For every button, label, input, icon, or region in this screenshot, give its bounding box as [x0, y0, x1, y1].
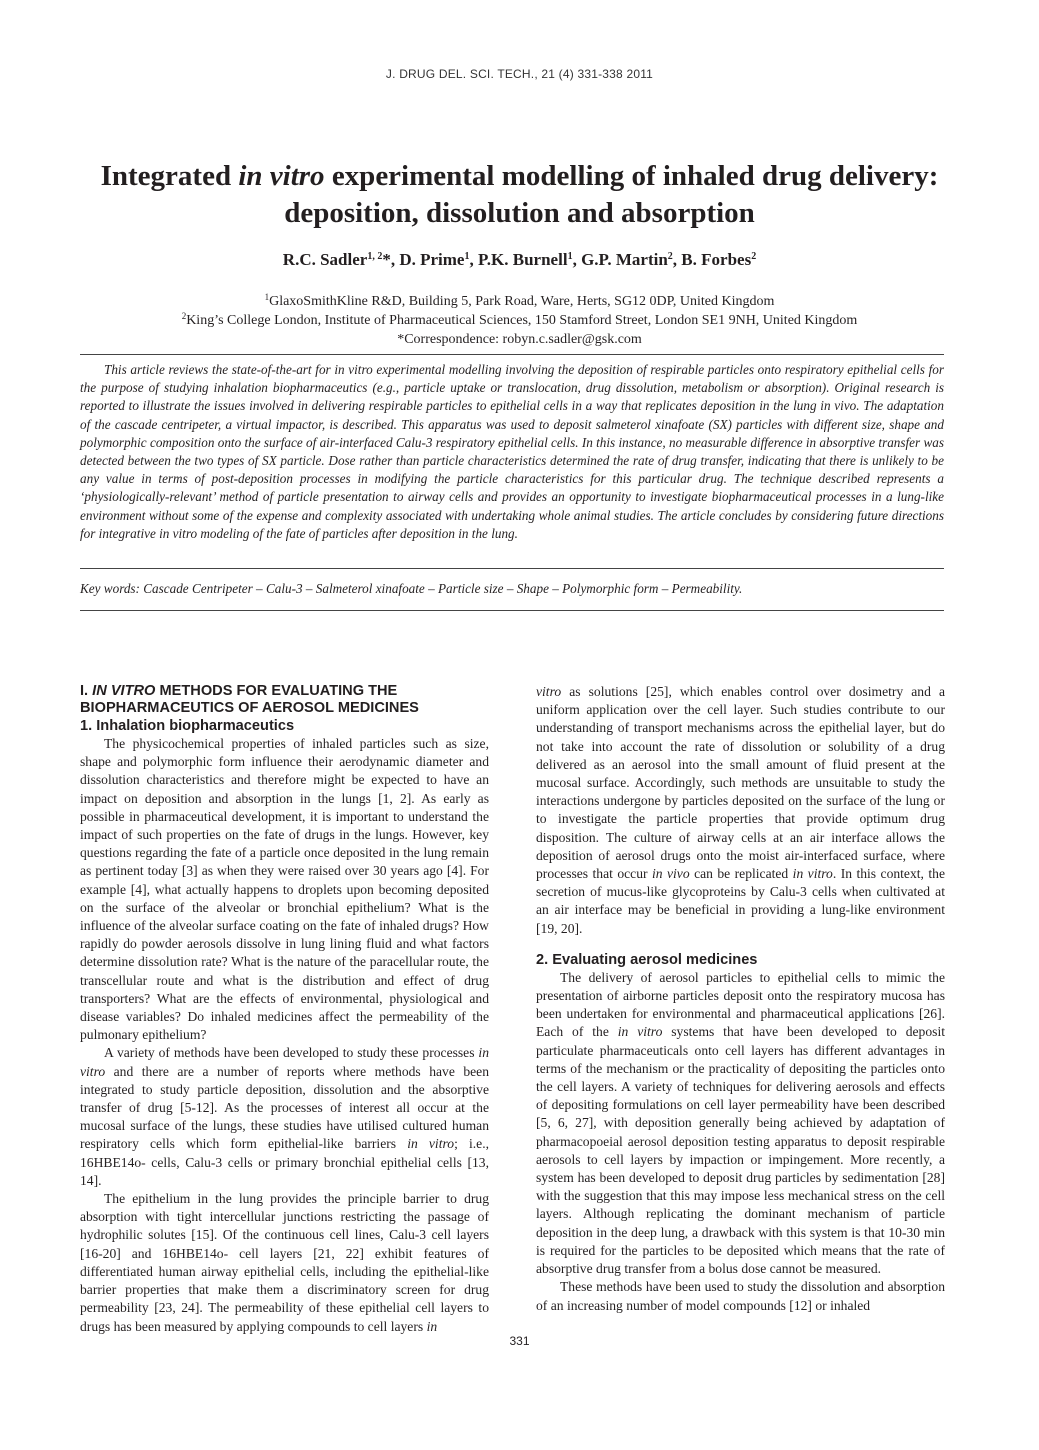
article-title [80, 158, 959, 232]
author: R.C. Sadler$^{1, 2}$*, [282, 250, 400, 269]
paragraph: These methods have been used to study the dissolution and absorption of an increasing number of model compounds [12] or inhaled [536, 1279, 945, 1313]
page-number: 331 [509, 1334, 530, 1348]
paragraph: The physicochemical properties of inhaled particles such as size, shape and polymorphic form influence their aerodynamic diameter and dissolution characteristics and therefore might be expected to have an impact on deposition and absorption in the lungs [1, 2]. As early as possible in pharmaceutical development, it is important to understand the impact of such properties on the fate of drugs in the lungs. However, key questions regarding the fate of a particle once deposited in the lung remain as pertinent today [3] as when they were raised over 30 years ago [4]. For example [4], what actually happens to droplets upon becoming deposited on the surface of the alveolar or bronchial epithelium? What is the influence of the alveolar surface coating on the fate of inhaled drugs? How rapidly do powder aerosols dissolve in lung lining fluid and what factors determine dissolution rate? What is the nature of the paracellular route, the transcellular route and what is the distribution and effect of drug transporters? What are the effects of environmental, physiological and disease variables? Do inhaled medicines affect the permeability of the pulmonary epithelium? [80, 736, 489, 1043]
left-column [80, 683, 489, 1336]
author: P.K. Burnell$^1$, [477, 250, 582, 269]
title-text-1: Integrated [100, 160, 239, 192]
affiliation: $^1$GlaxoSmithKline R&D, Building 5, Park Road, Ware, Herts, SG12 0DP, United Kingdom [264, 292, 775, 309]
subsection-heading: 2. Evaluating aerosol medicines [536, 951, 758, 968]
abstract: This article reviews the state-of-the-art for in vitro experimental modelling involving the deposition of respirable particles onto respiratory epithelial cells for the purpose of studying inhalation biopharmaceutics (e.g., particle uptake or translocation, drug dissolution, metabolism or absorption). Original research is reported to illustrate the issues involved in delivering respirable particles to epithelial cells in a way that replicates deposition in the lung in vivo. The adaptation of the cascade centripeter, a virtual impactor, is described. This apparatus was used to deposit salmeterol xinafoate (SX) particles with different size, shape and polymorphic composition onto the surface of air-interfaced Calu-3 respiratory epithelial cells. In this instance, no measurable difference in absorptive transfer was detected between the two types of SX particle. Dose rather than particle characteristics determined the rate of drug transfer, indicating that there is unlikely to be any value in terms of post-deposition processes in modifying the particle characteristics for this particular drug. The technique described represents a ‘physiologically-relevant’ method of particle presentation to airway cells and provides an opportunity to investigate biopharmaceutical processes in a lung-like environment without some of the expense and complexity associated with undertaking whole animal studies. The article concludes by considering future directions for integrative in vitro modeling of the fate of particles after deposition in the lung. [80, 362, 944, 541]
title-italic: in vitro [238, 160, 325, 192]
correspondence: *Correspondence: robyn.c.sadler@gsk.com [397, 332, 642, 347]
affiliation: $^2$King’s College London, Institute of Pharmaceutical Sciences, 150 Stamford Street, London SE1 9NH, United Kingdom [181, 311, 858, 328]
section-heading: I. IN VITRO METHODS FOR EVALUATING THE BIOPHARMACEUTICS OF AEROSOL MEDICINES [80, 683, 419, 716]
paragraph: The epithelium in the lung provides the principle barrier to drug absorption with tight intercellular junctions restricting the passage of hydrophilic solutes [15]. Of the continuous cell lines, Calu-3 cell layers [16-20] and 16HBE14o- cell layers [21, 22] exhibit features of differentiated human airway epithelial cells, including the epithelial-like barrier properties that make them a discriminatory screen for drug permeability [23, 24]. The permeability of these epithelial cell layers to drugs has been measured by applying compounds to cell layers in [80, 1191, 489, 1334]
running-head: J. DRUG DEL. SCI. TECH., 21 (4) 331-338 2011 [385, 67, 654, 81]
author: D. Prime$^1$, [399, 250, 478, 269]
abstract-top-rule [80, 354, 944, 355]
author: G.P. Martin$^2$, [581, 250, 682, 269]
paragraph: A variety of methods have been developed to study these processes in vitro and there are a number of reports where methods have been integrated to study particle deposition, dissolution and the absorptive transfer of drug [5-12]. As the processes of interest all occur at the mucosal surface of the lungs, these studies have utilised cultured human respiratory cells which form epithelial-like barriers in vitro; i.e., 16HBE14o- cells, Calu-3 cells or primary bronchial epithelial cells [13, 14]. [80, 1045, 489, 1188]
right-column [536, 683, 945, 1315]
author-list [80, 249, 959, 271]
affiliations [80, 292, 959, 349]
paragraph: vitro as solutions [25], which enables control over dosimetry and a uniform application over the cell layer. Such studies contribute to our understanding of transport mechanisms across the epithelial layer, but do not take into account the rate of dissolution or solubility of a drug delivered as an aerosol into the small amount of fluid present at the mucosal surface. Accordingly, such methods are unsuitable to study the interactions undergone by particles deposited on the surface of the lung or to investigate the particle properties that provide optimum drug disposition. The culture of airway cells at an air interface allows the deposition of aerosol drugs onto the moist air-interfaced surface, where processes that occur in vivo can be replicated in vitro. In this context, the secretion of mucus-like glycoproteins by Calu-3 cells when cultivated at an air interface may be beneficial in providing a lung-like environment [19, 20]. [536, 684, 945, 936]
keywords: Key words: Cascade Centripeter – Calu-3 – Salmeterol xinafoate – Particle size – Shape – Polymorphic form – Permeability. [80, 581, 743, 596]
author: B. Forbes$^2$ [681, 250, 757, 269]
title-text-2: experimental modelling of inhaled drug delivery: deposition, dissolution and absorption [284, 160, 939, 229]
abstract-bottom-rule [80, 568, 944, 569]
subsection-heading: 1. Inhalation biopharmaceutics [80, 718, 295, 734]
paragraph: The delivery of aerosol particles to epithelial cells to mimic the presentation of airborne particles deposit onto the respiratory mucosa has been undertaken for environmental and pharmaceutical applications [26]. Each of the in vitro systems that have been developed to deposit particulate pharmaceuticals onto cell layers has different advantages in terms of the mechanism or the practicality of depositing the particles onto the cell layers. A variety of techniques for delivering aerosols and effects of depositing formulations on cell layer permeability have been described [5, 6, 27], with deposition generally being achieved by adaptation of pharmacopoeial aerosol deposition testing apparatus to deposit respirable aerosols to cell layers by impaction or impingement. More recently, a system has been developed to deposit drug particles by sedimentation [28] with the suggestion that this may impose less mechanical stress on the cell layers. Although replicating the dominant mechanism of particle deposition in the deep lung, a drawback with this system is that 10-30 min is required for the particles to be deposited which means that the rate of absorptive drug transfer from a bolus dose cannot be measured. [536, 969, 945, 1277]
keywords-rule [80, 610, 944, 611]
